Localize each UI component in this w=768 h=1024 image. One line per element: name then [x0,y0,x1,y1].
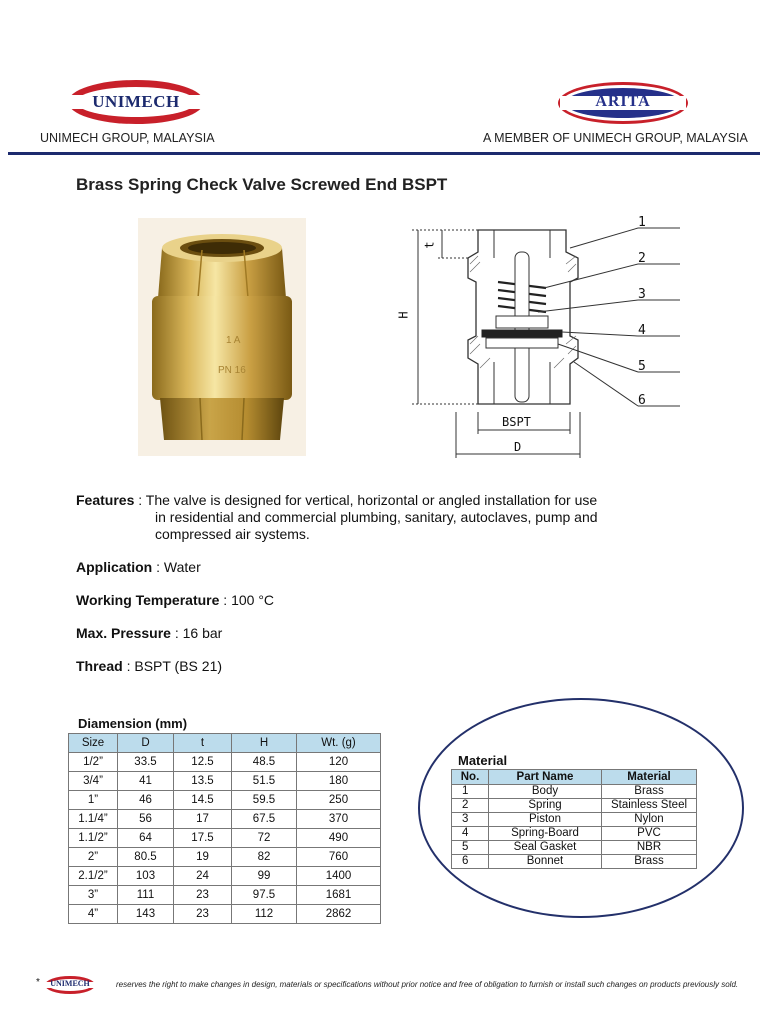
material-table [451,769,697,869]
table-cell: 370 [297,810,381,829]
callout-3: 3 [638,287,646,302]
table-cell: 48.5 [232,753,297,772]
col-t-header: t [174,734,232,753]
table-cell: 41 [118,772,174,791]
callout-2: 2 [638,251,646,266]
table-cell: 2.1/2” [69,867,118,886]
table-row [69,905,381,924]
callout-5: 5 [638,359,646,374]
table-cell: Piston [489,813,602,827]
col-material-header: Material [602,770,697,785]
table-cell: 111 [118,886,174,905]
table-cell: 99 [232,867,297,886]
table-row [69,753,381,772]
application-row: Application : Water [76,559,201,575]
table-cell: 13.5 [174,772,232,791]
pressure-value: 16 bar [182,625,223,641]
table-cell: 3” [69,886,118,905]
features-block: Features : The valve is designed for vertical, horizontal or angled installation for use in residential and commercial plumbing, sanitary, autoclaves, pump and compressed air systems. [76,492,598,542]
table-row [452,813,697,827]
table-cell: 4” [69,905,118,924]
col-no-header: No. [452,770,489,785]
material-header-row [452,770,697,785]
pressure-row: Max. Pressure : 16 bar [76,625,223,641]
table-cell: 1.1/2” [69,829,118,848]
application-label: Application [76,559,153,575]
dim-h-label: H [396,311,411,319]
table-cell: 4 [452,827,489,841]
temperature-row: Working Temperature : 100 °C [76,592,275,608]
table-cell: 1681 [297,886,381,905]
valve-cross-section-drawing [398,212,688,462]
table-row [69,848,381,867]
table-cell: Nylon [602,813,697,827]
thread-value: BSPT (BS 21) [134,658,223,674]
table-row [452,855,697,869]
dim-d-label: D [514,440,522,454]
arita-logo [556,80,690,126]
table-row [452,799,697,813]
page-title: Brass Spring Check Valve Screwed End BSPT [76,175,448,194]
pressure-label: Max. Pressure [76,625,171,641]
header-divider [8,152,760,155]
table-cell: 23 [174,886,232,905]
dimension-table-caption: Diamension (mm) [78,716,188,731]
table-row [69,829,381,848]
table-row [69,791,381,810]
table-cell: 3/4” [69,772,118,791]
table-cell: PVC [602,827,697,841]
table-cell: 1” [69,791,118,810]
footer-disclaimer: reserves the right to make changes in design, materials or specifications without prior notice and free of obligation to furnish or install such changes on products previously sold. [116,980,739,989]
table-cell: 760 [297,848,381,867]
table-row [452,827,697,841]
table-cell: 17.5 [174,829,232,848]
table-cell: 24 [174,867,232,886]
table-row [69,867,381,886]
table-row [452,785,697,799]
table-row [69,810,381,829]
table-cell: 59.5 [232,791,297,810]
unimech-logo [66,78,206,126]
left-group-name: UNIMECH GROUP, MALAYSIA [40,131,215,145]
table-cell: 1 [452,785,489,799]
table-cell: 2862 [297,905,381,924]
table-cell: 19 [174,848,232,867]
table-cell: 80.5 [118,848,174,867]
table-cell: 112 [232,905,297,924]
footer-logo-text: UNIMECH [50,979,90,988]
application-value: Water [163,559,201,575]
table-cell: 103 [118,867,174,886]
col-weight-header: Wt. (g) [297,734,381,753]
features-text-line-1: The valve is designed for vertical, horizontal or angled installation for use [145,492,598,508]
table-cell: 143 [118,905,174,924]
table-cell: Spring [489,799,602,813]
thread-row: Thread : BSPT (BS 21) [76,658,223,674]
table-cell: 2 [452,799,489,813]
table-row [452,841,697,855]
table-cell: 1/2” [69,753,118,772]
dim-t-label: t [422,241,437,249]
table-cell: 64 [118,829,174,848]
table-cell: 2” [69,848,118,867]
col-part-name-header: Part Name [489,770,602,785]
dim-bspt-label: BSPT [502,415,531,429]
temperature-label: Working Temperature [76,592,220,608]
footer-unimech-logo [44,975,96,995]
callout-1: 1 [638,215,646,230]
table-cell: 46 [118,791,174,810]
table-cell: 12.5 [174,753,232,772]
right-group-name: A MEMBER OF UNIMECH GROUP, MALAYSIA [483,131,748,145]
table-cell: 51.5 [232,772,297,791]
col-size-header: Size [69,734,118,753]
col-d-header: D [118,734,174,753]
features-text-line-2: in residential and commercial plumbing, sanitary, autoclaves, pump and [155,509,598,525]
table-cell: 17 [174,810,232,829]
table-row [69,772,381,791]
thread-label: Thread [76,658,123,674]
table-cell: 1400 [297,867,381,886]
table-cell: NBR [602,841,697,855]
table-cell: Seal Gasket [489,841,602,855]
callout-6: 6 [638,393,646,408]
table-cell: 3 [452,813,489,827]
dimension-table [68,733,381,924]
table-cell: 72 [232,829,297,848]
table-cell: 120 [297,753,381,772]
product-photo [138,218,306,456]
footer-asterisk: * [36,977,40,988]
table-cell: 490 [297,829,381,848]
table-cell: 14.5 [174,791,232,810]
table-cell: Bonnet [489,855,602,869]
table-cell: Brass [602,785,697,799]
unimech-logo-text: UNIMECH [92,92,180,111]
table-cell: Body [489,785,602,799]
table-cell: Brass [602,855,697,869]
table-cell: 82 [232,848,297,867]
table-cell: Stainless Steel [602,799,697,813]
table-cell: 67.5 [232,810,297,829]
table-cell: 33.5 [118,753,174,772]
table-cell: Spring-Board [489,827,602,841]
table-cell: 5 [452,841,489,855]
table-cell: 97.5 [232,886,297,905]
svg-text:1 A: 1 A [226,335,241,346]
temperature-value: 100 °C [231,592,275,608]
features-text-line-3: compressed air systems. [155,526,310,542]
table-row [69,886,381,905]
col-h-header: H [232,734,297,753]
material-table-caption: Material [458,753,508,768]
features-label: Features [76,492,135,508]
table-cell: 180 [297,772,381,791]
table-cell: 250 [297,791,381,810]
dimension-header-row [69,734,381,753]
callout-4: 4 [638,323,646,338]
svg-text:PN 16: PN 16 [218,365,246,376]
table-cell: 6 [452,855,489,869]
arita-logo-text: ARITA [595,93,651,110]
table-cell: 1.1/4” [69,810,118,829]
table-cell: 23 [174,905,232,924]
table-cell: 56 [118,810,174,829]
